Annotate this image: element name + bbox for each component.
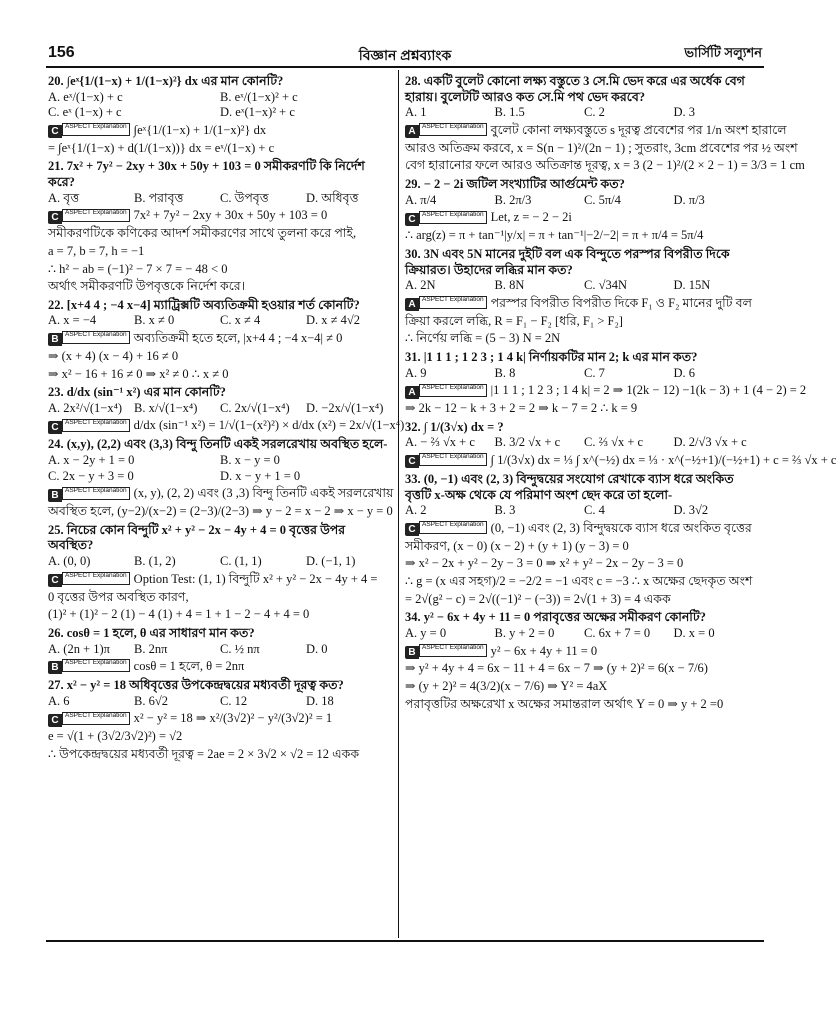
answer-option: B. (1, 2) xyxy=(134,554,176,569)
answer-letter: B xyxy=(48,661,62,674)
explanation-text: ⇒ x² − 2x + y² − 2y − 3 = 0 ⇒ x² + y² − 2x − 2y − 3 = 0 xyxy=(405,556,684,571)
question-stem: 7x² + 7y² − 2xy + 30x + 50y + 103 = 0 সমীকরণটি কি নির্দেশ করে? xyxy=(48,159,365,190)
answer-option: A. x − 2y + 1 = 0 xyxy=(48,453,135,467)
answer-option: C. উপবৃত্ত xyxy=(220,190,269,205)
explanation-line xyxy=(48,141,392,157)
explanation-line xyxy=(405,314,763,330)
badge-label: ASPECT Explanation xyxy=(419,384,487,397)
explanation-line xyxy=(48,607,392,623)
explanation-line xyxy=(48,590,392,606)
question-number: 31. xyxy=(405,349,421,364)
question-stem: [x+4 4 ; −4 x−4] ম্যাট্রিক্সটি অব্যতিক্রমী হওয়ার শর্ত কোনটি? xyxy=(66,297,360,312)
badge-label: ASPECT Explanation xyxy=(419,296,487,309)
answer-letter: C xyxy=(405,213,419,226)
question-text xyxy=(48,159,392,190)
answer-letter: C xyxy=(48,125,62,138)
explanation-text: (1)² + (1)² − 2 (1) − 4 (1) + 4 = 1 + 1 − 2 − 4 + 4 = 0 xyxy=(48,607,310,622)
explanation-line xyxy=(405,592,763,608)
question-21 xyxy=(48,159,392,294)
question-stem: একটি বুলেট কোনো লক্ষ্য বস্তুতে 3 সে.মি ভেদ করে এর অর্ধেক বেগ হারায়। বুলেটটি আরও কত সে.মি পথ ভেদ করবে? xyxy=(405,74,745,104)
question-stem: (x,y), (2,2) এবং (3,3) বিন্দু তিনটি একই সরলরেখায় অবস্থিত হলে- xyxy=(66,437,388,452)
explanation-line xyxy=(405,556,763,572)
question-31 xyxy=(405,349,807,417)
answer-letter: B xyxy=(405,646,419,659)
answer-option: D. 2/√3 √x + c xyxy=(673,435,747,450)
answer-option: C. √34N xyxy=(584,278,627,293)
question-23 xyxy=(48,385,405,434)
question-stem: ∫eˣ{1/(1−x) + 1/(1−x)²} dx এর মান কোনটি? xyxy=(66,74,284,88)
footer-rule xyxy=(46,940,764,942)
badge-label: ASPECT Explanation xyxy=(62,659,130,672)
answer-option: C. 4 xyxy=(584,503,605,518)
explanation-line xyxy=(48,367,392,383)
answer-option: A. 1 xyxy=(405,105,427,120)
answer-options xyxy=(48,453,392,484)
answer-option: B. 3/2 √x + c xyxy=(494,435,561,450)
answer-option: B. eˣ/(1−x)² + c xyxy=(220,89,298,104)
question-number: 33. xyxy=(405,471,421,486)
question-number: 27. xyxy=(48,678,64,693)
explanation-line xyxy=(405,228,763,244)
question-text xyxy=(405,472,763,503)
explanation-line xyxy=(48,418,405,434)
answer-option: C. 6x + 7 = 0 xyxy=(584,625,651,640)
answer-option: B. x ≠ 0 xyxy=(134,313,175,328)
answer-option: A. y = 0 xyxy=(405,625,447,640)
badge-label: ASPECT Explanation xyxy=(62,487,130,500)
explanation-line xyxy=(48,279,392,295)
question-stem: cosθ = 1 হলে, θ এর সাধারণ মান কত? xyxy=(66,625,255,640)
answer-option: D. 0 xyxy=(306,641,328,656)
answer-letter: C xyxy=(48,211,62,224)
explanation-line xyxy=(48,747,392,763)
explanation-line xyxy=(48,123,392,139)
answer-badge xyxy=(405,453,487,469)
explanation-text: = ∫eˣ{1/(1−x) + d(1/(1−x))} dx = eˣ/(1−x) + c xyxy=(48,140,275,155)
answer-option: D. π/3 xyxy=(673,192,705,207)
answer-option: A. − ⅔ √x + c xyxy=(405,435,475,450)
question-stem: y² − 6x + 4y + 11 = 0 পরাবৃত্তের অক্ষের সমীকরণ কোনটি? xyxy=(423,610,706,625)
explanation-text: অব্যতিক্রমী হতে হলে, |x+4 4 ; −4 x−4| ≠ 0 xyxy=(133,331,343,345)
answer-option: C. ½ nπ xyxy=(220,641,260,656)
explanation-text: 0 বৃত্তের উপর অবস্থিত কারণ, xyxy=(48,589,189,604)
explanation-line xyxy=(48,729,392,745)
explanation-line xyxy=(405,140,798,157)
question-stem: ∫ 1/(3√x) dx = ? xyxy=(423,419,504,434)
answer-option: A. (2n + 1)π xyxy=(48,641,110,656)
answer-badge xyxy=(405,123,487,139)
question-29 xyxy=(405,177,763,244)
question-stem: − 2 − 2i জটিল সংখ্যাটির আর্গুমেন্ট কত? xyxy=(423,177,625,192)
answer-letter: C xyxy=(405,523,419,536)
answer-options xyxy=(405,626,763,642)
page-title: বিজ্ঞান প্রশ্নব্যাংক xyxy=(358,47,452,63)
explanation-line xyxy=(405,679,763,695)
explanation-line xyxy=(48,711,392,727)
answer-badge xyxy=(48,712,130,728)
badge-label: ASPECT Explanation xyxy=(62,123,130,136)
question-number: 22. xyxy=(48,297,64,312)
answer-option: D. 18 xyxy=(306,693,334,708)
answer-option: A. 9 xyxy=(405,365,427,380)
explanation-text: ∴ g = (x এর সহগ)/2 = −2/2 = −1 এবং c = −3 ∴ x অক্ষের ছেদকৃত অংশ xyxy=(405,574,753,588)
answer-badge xyxy=(48,419,130,435)
answer-option: A. π/4 xyxy=(405,192,437,207)
answer-badge xyxy=(405,644,487,660)
answer-option: C. ⅔ √x + c xyxy=(584,435,644,450)
question-text xyxy=(48,523,392,554)
question-number: 30. xyxy=(405,246,421,261)
answer-option: D. (−1, 1) xyxy=(306,554,356,569)
explanation-line xyxy=(405,383,807,399)
explanation-line xyxy=(405,158,805,174)
explanation-line xyxy=(405,210,763,226)
explanation-line xyxy=(405,122,787,139)
answer-options xyxy=(48,90,392,121)
answer-option: B. x/√(1−x⁴) xyxy=(134,400,198,415)
explanation-line xyxy=(48,659,392,675)
question-text xyxy=(405,247,763,278)
question-text xyxy=(48,74,392,90)
explanation-text: ⇒ (y + 2)² = 4(3/2)(x − 7/6) ⇒ Y² = 4aX xyxy=(405,679,608,694)
answer-letter: C xyxy=(48,714,62,727)
answer-options xyxy=(48,554,392,570)
answer-option: C. 2x/√(1−x⁴) xyxy=(220,400,290,415)
explanation-text: সমীকরণ, (x − 0) (x − 2) + (y + 1) (y − 3) = 0 xyxy=(405,538,629,553)
answer-option: A. 6 xyxy=(48,693,70,708)
answer-badge xyxy=(48,209,130,225)
explanation-text: অবস্থিত হলে, (y−2)/(x−2) = (2−3)/(2−3) ⇒ y − 2 = x − 2 ⇒ x − y = 0 xyxy=(48,504,393,519)
answer-letter: C xyxy=(48,421,62,434)
explanation-line xyxy=(405,521,763,537)
question-26 xyxy=(48,626,392,675)
answer-option: B. 1.5 xyxy=(494,105,525,120)
answer-option: A. (0, 0) xyxy=(48,554,91,569)
explanation-text: d/dx (sin⁻¹ x²) = 1/√(1−(x²)²) × d/dx (x²) = 2x/√(1−x⁴) xyxy=(133,418,405,433)
question-text xyxy=(48,298,392,314)
answer-options xyxy=(405,193,763,209)
answer-option: D. x ≠ 4√2 xyxy=(306,313,360,328)
question-text xyxy=(405,350,763,366)
question-30 xyxy=(405,247,763,347)
question-text xyxy=(48,626,392,642)
answer-badge xyxy=(405,211,487,227)
explanation-text: ∴ উপকেন্দ্রদ্বয়ের মধ্যবর্তী দূরত্ব = 2ae = 2 × 3√2 × √2 = 12 একক xyxy=(48,746,360,761)
answer-option: D. eˣ(1−x)² + c xyxy=(220,105,295,120)
question-stem: x² − y² = 18 অধিবৃত্তের উপকেন্দ্রদ্বয়ের মধ্যবর্তী দূরত্ব কত? xyxy=(66,678,344,693)
badge-label: ASPECT Explanation xyxy=(62,712,130,725)
explanation-line xyxy=(48,262,392,278)
question-number: 26. xyxy=(48,625,64,640)
answer-badge xyxy=(48,331,130,347)
question-number: 32. xyxy=(405,419,421,434)
explanation-text: |1 1 1 ; 1 2 3 ; 1 4 k| = 2 ⇒ 1(2k − 12) −1(k − 3) + 1 (4 − 2) = 2 xyxy=(490,383,807,398)
explanation-line xyxy=(405,539,763,555)
answer-option: A. বৃত্ত xyxy=(48,190,80,205)
explanation-line xyxy=(405,661,763,677)
badge-label: ASPECT Explanation xyxy=(62,572,130,585)
explanation-text: সমীকরণটিকে কণিকের আদর্শ সমীকরণের সাথে তুলনা করে পাই, xyxy=(48,226,357,241)
answer-letter: C xyxy=(405,455,419,468)
badge-label: ASPECT Explanation xyxy=(62,331,130,344)
explanation-text: y² − 6x + 4y + 11 = 0 xyxy=(490,643,598,658)
answer-badge xyxy=(405,384,487,400)
answer-options xyxy=(405,366,763,382)
publisher-name: ভার্সিটি সল্যুশন xyxy=(684,45,762,60)
question-22 xyxy=(48,298,392,382)
question-25 xyxy=(48,523,392,623)
explanation-text: (0, −1) এবং (2, 3) বিন্দুদ্বয়কে ব্যাস ধরে অংকিত বৃত্তের xyxy=(490,520,752,535)
badge-label: ASPECT Explanation xyxy=(419,123,487,136)
answer-options xyxy=(48,401,392,417)
answer-option: C. eˣ (1−x) + c xyxy=(48,105,122,120)
answer-option: B. পরাবৃত্ত xyxy=(134,190,184,205)
answer-letter: A xyxy=(405,125,419,138)
header-rule xyxy=(46,66,764,68)
explanation-line xyxy=(405,296,763,312)
answer-option: C. x ≠ 4 xyxy=(220,313,261,328)
answer-option: A. 2 xyxy=(405,503,427,518)
answer-option: A. 2N xyxy=(405,278,436,293)
explanation-line xyxy=(405,331,763,347)
question-33 xyxy=(405,472,763,607)
explanation-text: বুলেট কোনা লক্ষ্যবস্তুতে s দূরত্ব প্রবেশের পর 1/n অংশ হারালে xyxy=(490,122,787,137)
answer-badge xyxy=(48,487,130,503)
answer-option: C. 7 xyxy=(584,365,605,380)
explanation-line xyxy=(48,208,392,224)
question-stem: (0, −1) এবং (2, 3) বিন্দুদ্বয়ের সংযোগ রেখাকে ব্যাস ধরে অংকিত বৃত্তটি x-অক্ষ থেকে যে পরিমাণ অংশ ছেদ করে তা হলো- xyxy=(405,471,734,502)
question-20 xyxy=(48,74,392,156)
answer-letter: A xyxy=(405,298,419,311)
question-text xyxy=(48,678,392,694)
question-stem: 3N এবং 5N মানের দুইটি বল এক বিন্দুতে পরস্পর বিপরীত দিকে ক্রিয়ারত। উহাদের লব্ধির মান কত? xyxy=(405,246,730,277)
explanation-text: e = √(1 + (3√2/3√2)²) = √2 xyxy=(48,729,183,744)
badge-label: ASPECT Explanation xyxy=(62,209,130,222)
explanation-line xyxy=(48,331,392,347)
answer-option: D. x − y + 1 = 0 xyxy=(220,468,301,483)
explanation-text: ⇒ y² + 4y + 4 = 6x − 11 + 4 = 6x − 7 ⇒ (y + 2)² = 6(x − 7/6) xyxy=(405,661,708,676)
answer-badge xyxy=(48,123,130,139)
question-number: 20. xyxy=(48,74,64,88)
explanation-text: আরও অতিক্রম করবে, x = S(n − 1)²/(2n − 1) ; সুতরাং, 3cm প্রবেশের পর ½ অংশ xyxy=(405,140,798,155)
explanation-text: ∫ 1/(3√x) dx = ⅓ ∫ x^(−½) dx = ⅓ · x^(−½+1)/(−½+1) + c = ⅔ √x + c xyxy=(490,453,836,467)
explanation-text: ∴ নির্ণেয় লব্ধি = (5 − 3) N = 2N xyxy=(405,331,561,346)
answer-option: D. −2x/√(1−x⁴) xyxy=(306,400,384,415)
answer-options xyxy=(405,105,763,121)
explanation-text: x² − y² = 18 ⇒ x²/(3√2)² − y²/(3√2)² = 1 xyxy=(133,711,333,726)
answer-letter: C xyxy=(48,574,62,587)
page-number: 156 xyxy=(48,44,75,61)
answer-option: C. 12 xyxy=(220,693,248,708)
explanation-text: ∫eˣ{1/(1−x) + 1/(1−x)²} dx xyxy=(133,122,267,137)
explanation-text: পরস্পর বিপরীত বিপরীত দিকে F₁ ও F₂ মানের দুটি বল xyxy=(490,295,752,310)
page-header xyxy=(48,44,762,64)
explanation-text: ∴ h² − ab = (−1)² − 7 × 7 = − 48 < 0 xyxy=(48,261,228,276)
answer-options xyxy=(48,694,392,710)
explanation-line xyxy=(405,401,763,417)
explanation-line xyxy=(405,644,763,660)
explanation-line xyxy=(405,453,836,469)
question-number: 23. xyxy=(48,385,64,400)
answer-letter: B xyxy=(48,333,62,346)
answer-option: A. eˣ/(1−x) + c xyxy=(48,89,123,104)
answer-option: B. 3 xyxy=(494,503,516,518)
answer-letter: B xyxy=(48,489,62,502)
question-text xyxy=(405,177,763,193)
explanation-text: Option Test: (1, 1) বিন্দুটি x² + y² − 2x − 4y + 4 = xyxy=(133,571,378,586)
badge-label: ASPECT Explanation xyxy=(419,453,487,466)
explanation-text: 7x² + 7y² − 2xy + 30x + 50y + 103 = 0 xyxy=(133,208,328,223)
answer-badge xyxy=(405,521,487,537)
answer-option: D. 3√2 xyxy=(673,503,709,518)
question-27 xyxy=(48,678,392,762)
answer-option: C. 2 xyxy=(584,105,605,120)
question-28 xyxy=(405,74,805,174)
explanation-line xyxy=(405,574,763,590)
answer-option: D. x = 0 xyxy=(673,625,715,640)
column-divider xyxy=(398,70,399,938)
explanation-text: ক্রিয়া করলে লব্ধি, R = F₁ − F₂ [ধরি, F₁ > F₂] xyxy=(405,313,623,328)
explanation-line xyxy=(48,486,392,502)
answer-option: D. 3 xyxy=(673,105,696,120)
right-column xyxy=(405,74,836,715)
answer-option: A. x = −4 xyxy=(48,313,97,328)
answer-option: B. 8 xyxy=(494,365,516,380)
answer-option: B. 6√2 xyxy=(134,693,168,708)
explanation-line xyxy=(405,697,763,713)
explanation-text: Let, z = − 2 − 2i xyxy=(490,210,572,225)
explanation-text: a = 7, b = 7, h = −1 xyxy=(48,243,145,258)
answer-option: B. x − y = 0 xyxy=(220,453,280,467)
question-32 xyxy=(405,419,836,469)
question-number: 25. xyxy=(48,522,64,537)
question-stem: |1 1 1 ; 1 2 3 ; 1 4 k| নির্ণায়কটির মান 2; k এর মান কত? xyxy=(423,349,698,364)
explanation-text: ⇒ (x + 4) (x − 4) + 16 ≠ 0 xyxy=(48,348,179,363)
answer-option: B. 2π/3 xyxy=(494,192,532,207)
explanation-text: cosθ = 1 হলে, θ = 2nπ xyxy=(133,659,245,674)
question-number: 29. xyxy=(405,177,421,192)
question-text xyxy=(405,610,763,626)
answer-option: B. 2nπ xyxy=(134,641,168,656)
answer-options xyxy=(405,435,763,451)
explanation-line xyxy=(48,244,392,260)
question-number: 21. xyxy=(48,159,64,174)
question-number: 24. xyxy=(48,437,64,452)
explanation-text: বেগ হারানোর ফলে আরও অতিক্রান্ত দূরত্ব, x = 3 (2 − 1)²/(2 × 2 − 1) = 3/3 = 1 cm xyxy=(405,158,805,173)
explanation-line xyxy=(48,349,392,365)
answer-option: A. 2x²/√(1−x⁴) xyxy=(48,400,123,415)
answer-option: C. 5π/4 xyxy=(584,192,621,207)
explanation-text: ∴ arg(z) = π + tan⁻¹|y/x| = π + tan⁻¹|−2/−2| = π + π/4 = 5π/4 xyxy=(405,228,704,243)
answer-options xyxy=(405,278,763,294)
answer-option: B. 8N xyxy=(494,278,525,293)
explanation-text: অর্থাৎ সমীকরণটি উপবৃত্তকে নির্দেশ করে। xyxy=(48,279,246,294)
answer-options xyxy=(48,313,392,329)
question-stem: নিচের কোন বিন্দুটি x² + y² − 2x − 4y + 4 = 0 বৃত্তের উপর অবস্থিত? xyxy=(48,522,346,553)
question-number: 28. xyxy=(405,74,421,88)
question-text xyxy=(405,74,763,105)
question-24 xyxy=(48,437,392,519)
answer-badge xyxy=(48,659,130,675)
explanation-text: = 2√(g² − c) = 2√((−1)² − (−3)) = 2√(1 + 3) = 4 একক xyxy=(405,591,671,606)
explanation-text: ⇒ x² − 16 + 16 ≠ 0 ⇒ x² ≠ 0 ∴ x ≠ 0 xyxy=(48,366,229,381)
answer-option: C. 2x − y + 3 = 0 xyxy=(48,468,134,483)
question-text xyxy=(48,437,392,453)
badge-label: ASPECT Explanation xyxy=(419,521,487,534)
answer-option: B. y + 2 = 0 xyxy=(494,625,555,640)
answer-option: D. 6 xyxy=(673,365,696,380)
explanation-line xyxy=(48,226,392,242)
badge-label: ASPECT Explanation xyxy=(419,644,487,657)
answer-option: D. 15N xyxy=(673,278,711,293)
answer-options xyxy=(405,503,763,519)
answer-options xyxy=(48,642,392,658)
answer-options xyxy=(48,191,392,207)
question-text xyxy=(48,385,392,401)
answer-option: C. (1, 1) xyxy=(220,554,262,569)
answer-badge xyxy=(405,296,487,312)
explanation-text: ⇒ 2k − 12 − k + 3 + 2 = 2 ⇒ k − 7 = 2 ∴ k = 9 xyxy=(405,401,638,416)
explanation-text: পরাবৃত্তটির অক্ষরেখা x অক্ষের সমান্তরাল অর্থাৎ Y = 0 ⇒ y + 2 =0 xyxy=(405,696,724,711)
question-stem: d/dx (sin⁻¹ x²) এর মান কোনটি? xyxy=(66,385,226,400)
answer-option: D. অধিবৃত্ত xyxy=(306,190,359,205)
explanation-line xyxy=(48,572,392,588)
badge-label: ASPECT Explanation xyxy=(62,419,130,432)
left-column xyxy=(48,74,405,766)
question-34 xyxy=(405,610,763,712)
explanation-line xyxy=(48,504,392,520)
answer-badge xyxy=(48,572,130,588)
question-text xyxy=(405,420,763,436)
question-number: 34. xyxy=(405,610,421,625)
answer-letter: A xyxy=(405,386,419,399)
badge-label: ASPECT Explanation xyxy=(419,211,487,224)
explanation-text: (x, y), (2, 2) এবং (3 ,3) বিন্দু তিনটি একই সরলরেখায় xyxy=(133,486,394,501)
